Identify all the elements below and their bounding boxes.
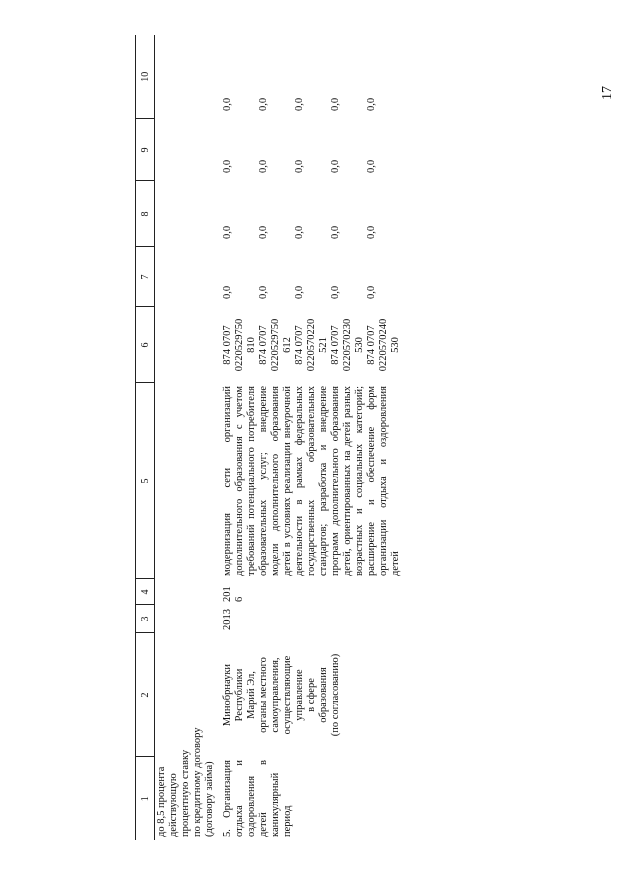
budget-code-line: 874 0707 — [222, 325, 233, 365]
value-cell: 0,0 — [366, 159, 377, 173]
executor-line: Республики — [234, 668, 245, 722]
budget-code-line: 874 0707 — [294, 325, 305, 365]
value-cell: 0,0 — [330, 225, 341, 239]
budget-code-line: 874 0707 — [258, 325, 269, 365]
value-cell: 0,0 — [330, 159, 341, 173]
budget-code-line: 530 — [390, 337, 401, 353]
value-cell: 0,0 — [258, 159, 269, 173]
value-cell: 0,0 — [258, 285, 269, 299]
values-col-7 — [216, 247, 402, 307]
table-row-continuation — [155, 35, 217, 840]
value-cell: 0,0 — [222, 285, 233, 299]
executor-line: самоуправления, — [270, 657, 281, 733]
value-cell: 0,0 — [294, 285, 305, 299]
budget-code-line: 0220570230 — [342, 318, 353, 372]
executor-line: органы местного — [258, 657, 269, 733]
program-activities-table — [135, 35, 402, 840]
executor-line: в сфере — [306, 678, 317, 712]
budget-code-line: 0220570220 — [306, 318, 317, 372]
budget-code-line: 810 — [246, 337, 257, 353]
values-col-9 — [216, 119, 402, 181]
header-col-2: 2 — [136, 633, 155, 757]
executor-line: образования — [318, 667, 329, 723]
header-col-8: 8 — [136, 181, 155, 247]
header-col-5: 5 — [136, 383, 155, 579]
budget-code-line: 874 0707 — [330, 325, 341, 365]
continuation-line: до 8,5 процента — [156, 766, 167, 837]
executor-line: (по согласованию) — [330, 653, 341, 737]
rotated-table-container — [135, 35, 615, 840]
values-col-8 — [216, 181, 402, 247]
budget-code-line: 0220529750 — [234, 318, 245, 372]
continuation-text — [155, 727, 217, 840]
executor-line: управление — [294, 669, 305, 721]
value-cell: 0,0 — [258, 225, 269, 239]
responsible-executors — [216, 633, 402, 757]
value-cell: 0,0 — [222, 159, 233, 173]
value-cell: 0,0 — [366, 97, 377, 111]
header-col-10: 10 — [136, 35, 155, 119]
value-cell: 0,0 — [366, 225, 377, 239]
budget-code-line: 0220529750 — [270, 318, 281, 372]
values-col-10 — [216, 35, 402, 119]
value-cell: 0,0 — [330, 285, 341, 299]
header-col-3: 3 — [136, 605, 155, 633]
executor-line: Марий Эл, — [246, 671, 257, 719]
activity-name: 5. Организация отдыха и оздоровления детей в каникулярный период — [222, 760, 293, 837]
budget-code-line: 0220570240 — [378, 318, 389, 372]
end-year: 2016 — [222, 586, 245, 602]
expected-results: модернизация сети организаций дополнительного образования с учетом требований потенциального потребителя образовательных услуг; внедрение модели дополнительного образования детей в условиях реализации внеурочной деятельности в рамках федеральных государственных образовательных стандартов; разработка и внедрение программ дополнительного образования детей, ориентированных на детей разных возрастных и социальных категорий; расширение и обеспечение форм организации отдыха и оздоровления детей — [222, 386, 401, 576]
budget-code-line: 874 0707 — [366, 325, 377, 365]
value-cell: 0,0 — [258, 97, 269, 111]
value-cell: 0,0 — [294, 159, 305, 173]
value-cell: 0,0 — [222, 225, 233, 239]
continuation-line: (договору займа) — [204, 761, 215, 837]
continuation-line: по кредитному договору — [192, 727, 203, 837]
budget-code-line: 521 — [318, 337, 329, 353]
value-cell: 0,0 — [294, 225, 305, 239]
budget-codes — [216, 307, 402, 383]
budget-code-line: 612 — [282, 337, 293, 353]
page-number: 17 — [600, 86, 615, 100]
table-header-row — [136, 35, 155, 840]
continuation-line: процентную ставку — [180, 749, 191, 837]
executor-line: Минобрнауки — [222, 663, 233, 727]
start-year: 2013 — [222, 609, 233, 630]
table-row-5 — [216, 35, 402, 840]
header-col-9: 9 — [136, 119, 155, 181]
header-col-6: 6 — [136, 307, 155, 383]
continuation-line: действующую — [168, 773, 179, 837]
value-cell: 0,0 — [294, 97, 305, 111]
value-cell: 0,0 — [222, 97, 233, 111]
budget-code-line: 530 — [354, 337, 365, 353]
executor-line: осуществляющие — [282, 655, 293, 735]
header-col-7: 7 — [136, 247, 155, 307]
header-col-4: 4 — [136, 579, 155, 605]
value-cell: 0,0 — [330, 97, 341, 111]
value-cell: 0,0 — [366, 285, 377, 299]
header-col-1: 1 — [136, 757, 155, 840]
